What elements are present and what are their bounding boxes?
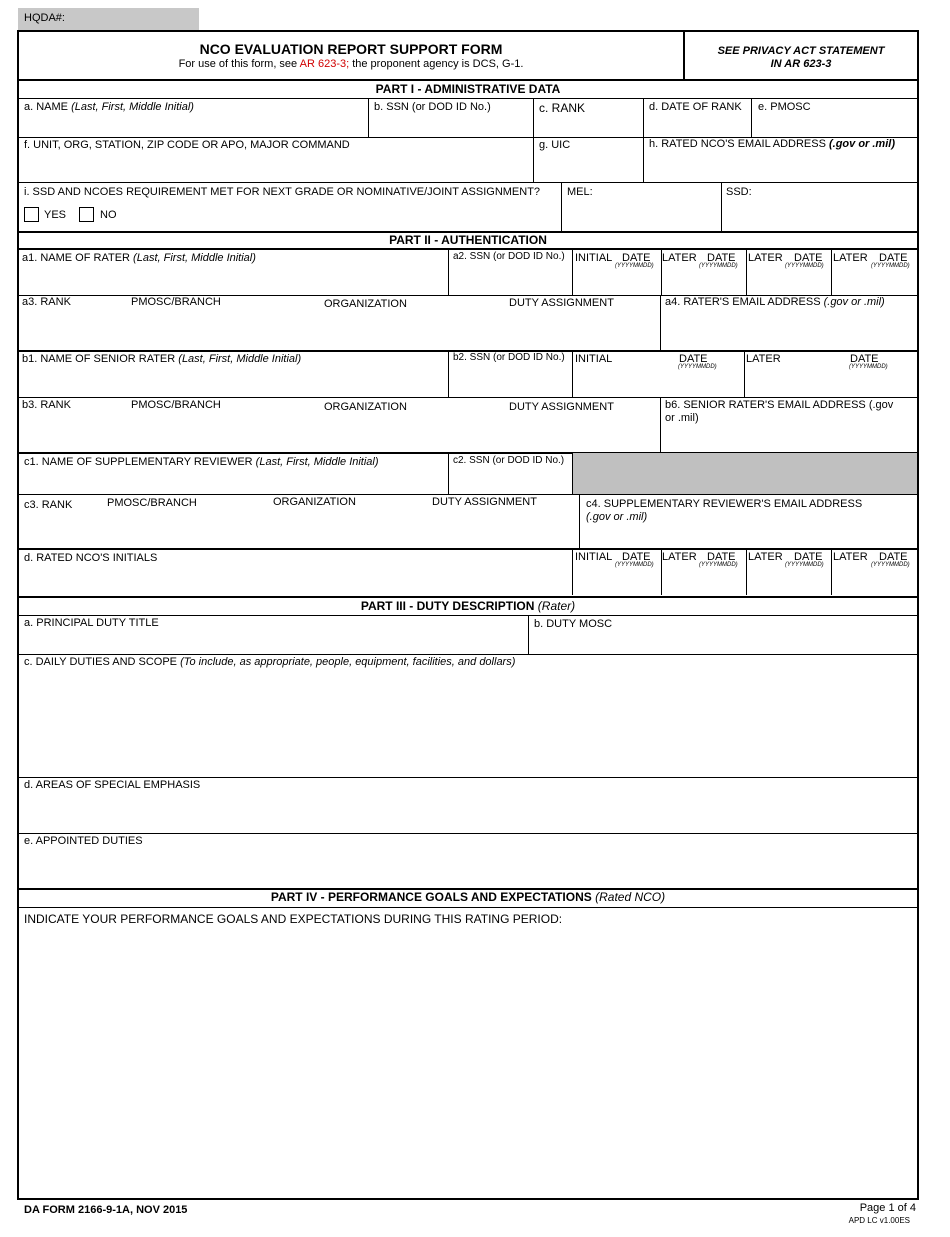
rater-later2-label: LATER xyxy=(748,252,783,264)
no-label: NO xyxy=(100,209,117,221)
appointed-duties-label: e. APPOINTED DUTIES xyxy=(24,835,143,847)
page-number: Page 1 of 4 xyxy=(859,1202,916,1214)
rater-later3-label: LATER xyxy=(833,252,868,264)
date-format-hint: (YYYYMMDD) xyxy=(699,263,738,269)
yes-label: YES xyxy=(44,209,67,221)
rule xyxy=(18,833,918,834)
rule xyxy=(721,182,722,231)
part4-title: PART IV - PERFORMANCE GOALS AND EXPECTATIONS (Rated NCO) xyxy=(270,890,666,904)
ssn-label: b. SSN (or DOD ID No.) xyxy=(374,101,491,113)
name-label: a. NAME (Last, First, Middle Initial) xyxy=(24,101,194,113)
nco-initial-date-label: DATE xyxy=(622,551,651,563)
rule xyxy=(533,98,534,182)
rule xyxy=(18,397,918,398)
rater-rank-org-input[interactable] xyxy=(24,318,654,342)
senior-rater-ssn-input[interactable] xyxy=(453,372,568,392)
date-format-hint: (YYYYMMDD) xyxy=(615,263,654,269)
supplementary-reviewer-rank-org-input[interactable] xyxy=(24,518,574,542)
rater-name-input[interactable] xyxy=(24,270,444,290)
rater-later1-label: LATER xyxy=(662,252,697,264)
part3-title: PART III - DUTY DESCRIPTION (Rater) xyxy=(360,599,576,613)
part2-title: PART II - AUTHENTICATION xyxy=(389,233,547,247)
senior-rater-organization-label: ORGANIZATION xyxy=(324,401,407,413)
senior-rater-later-date-label: DATE xyxy=(850,353,879,365)
rule xyxy=(660,295,661,351)
uic-input[interactable] xyxy=(539,158,639,178)
rule xyxy=(751,98,752,137)
rule xyxy=(18,615,918,616)
nco-later1-label: LATER xyxy=(662,551,697,563)
privacy-statement-line2: IN AR 623-3 xyxy=(770,58,832,70)
supplementary-reviewer-duty-assignment-label: DUTY ASSIGNMENT xyxy=(432,496,537,508)
date-format-hint: (YYYYMMDD) xyxy=(785,562,824,568)
rule xyxy=(18,79,918,81)
rule xyxy=(528,615,529,654)
rater-rank-label: a3. RANK xyxy=(22,296,71,308)
form-title: NCO EVALUATION REPORT SUPPORT FORM xyxy=(199,41,503,57)
senior-rater-name-input[interactable] xyxy=(24,372,444,392)
date-format-hint: (YYYYMMDD) xyxy=(871,562,910,568)
ssd-input[interactable] xyxy=(726,205,914,225)
senior-rater-later-label: LATER xyxy=(746,353,781,365)
daily-duties-label: c. DAILY DUTIES AND SCOPE (To include, as appropriate, people, equipment, facilities, and dollars) xyxy=(24,656,516,668)
senior-rater-pmosc-label: PMOSC/BRANCH xyxy=(131,399,221,411)
rule xyxy=(18,494,918,495)
mel-input[interactable] xyxy=(567,205,717,225)
rated-ssn-input[interactable] xyxy=(374,117,529,135)
rated-nco-initials-label: d. RATED NCO'S INITIALS xyxy=(24,552,158,564)
senior-rater-rank-org-input[interactable] xyxy=(24,422,654,446)
rule xyxy=(18,182,918,183)
principal-duty-title-label: a. PRINCIPAL DUTY TITLE xyxy=(24,617,159,629)
rule xyxy=(18,777,918,778)
rater-ssn-label: a2. SSN (or DOD ID No.) xyxy=(453,251,565,262)
nco-later2-date-label: DATE xyxy=(794,551,823,563)
yes-checkbox[interactable] xyxy=(24,207,39,222)
senior-rater-email-label-line2: or .mil) xyxy=(665,412,699,424)
ssd-label: SSD: xyxy=(726,186,752,198)
performance-goals-input[interactable] xyxy=(24,930,912,1192)
supplementary-reviewer-email-input[interactable] xyxy=(586,526,913,544)
rule xyxy=(448,351,449,397)
pmosc-label: e. PMOSC xyxy=(758,101,811,113)
senior-rater-email-input[interactable] xyxy=(665,428,913,448)
nco-later3-date-label: DATE xyxy=(879,551,908,563)
rater-initial-date-label: DATE xyxy=(622,252,651,264)
privacy-statement-line1: SEE PRIVACY ACT STATEMENT xyxy=(717,45,885,57)
rated-nco-initials-input[interactable] xyxy=(24,570,564,590)
rater-ssn-input[interactable] xyxy=(453,270,568,290)
senior-rater-email-label-line1: b6. SENIOR RATER'S EMAIL ADDRESS (.gov xyxy=(665,399,894,411)
supplementary-reviewer-rank-label: c3. RANK xyxy=(24,499,73,511)
rater-later1-date-label: DATE xyxy=(707,252,736,264)
rank-label: c. RANK xyxy=(539,101,586,115)
duty-mosc-input[interactable] xyxy=(534,634,912,652)
rater-email-label: a4. RATER'S EMAIL ADDRESS (.gov or .mil) xyxy=(665,296,885,308)
supplementary-reviewer-pmosc-label: PMOSC/BRANCH xyxy=(107,497,197,509)
rule xyxy=(18,248,918,250)
supplementary-reviewer-ssn-label: c2. SSN (or DOD ID No.) xyxy=(453,455,565,466)
ssd-ncoes-question: i. SSD AND NCOES REQUIREMENT MET FOR NEXT GRADE OR NOMINATIVE/JOINT ASSIGNMENT? xyxy=(24,186,541,198)
rated-name-input[interactable] xyxy=(24,117,364,135)
rule xyxy=(18,596,918,598)
no-checkbox[interactable] xyxy=(79,207,94,222)
shaded-block xyxy=(573,453,917,494)
rule xyxy=(572,549,573,595)
rule xyxy=(831,549,832,595)
rated-email-input[interactable] xyxy=(649,158,913,178)
principal-duty-title-input[interactable] xyxy=(24,634,524,652)
unit-input[interactable] xyxy=(24,158,529,178)
rule xyxy=(368,98,369,137)
senior-rater-name-label: b1. NAME OF SENIOR RATER (Last, First, Middle Initial) xyxy=(22,353,302,365)
duty-mosc-label: b. DUTY MOSC xyxy=(534,618,613,630)
rule xyxy=(448,453,449,494)
rule xyxy=(744,351,745,397)
senior-rater-initial-label: INITIAL xyxy=(575,353,613,365)
part1-title: PART I - ADMINISTRATIVE DATA xyxy=(375,82,561,96)
senior-rater-duty-assignment-label: DUTY ASSIGNMENT xyxy=(509,401,614,413)
unit-label: f. UNIT, ORG, STATION, ZIP CODE OR APO, MAJOR COMMAND xyxy=(24,139,350,151)
rule xyxy=(561,182,562,231)
rater-initial-label: INITIAL xyxy=(575,252,613,264)
nco-later3-label: LATER xyxy=(833,551,868,563)
rater-email-input[interactable] xyxy=(665,318,913,342)
performance-goals-instruction: INDICATE YOUR PERFORMANCE GOALS AND EXPECTATIONS DURING THIS RATING PERIOD: xyxy=(24,912,563,926)
form-subtitle: For use of this form, see AR 623-3; the proponent agency is DCS, G-1. xyxy=(178,58,524,70)
date-format-hint: (YYYYMMDD) xyxy=(678,364,717,370)
pmosc-input[interactable] xyxy=(758,117,913,135)
rater-later2-date-label: DATE xyxy=(794,252,823,264)
rater-pmosc-label: PMOSC/BRANCH xyxy=(131,296,221,308)
rated-rank-input[interactable] xyxy=(539,117,639,135)
rule xyxy=(643,98,644,182)
senior-rater-ssn-label: b2. SSN (or DOD ID No.) xyxy=(453,352,565,363)
supplementary-reviewer-name-label: c1. NAME OF SUPPLEMENTARY REVIEWER (Last, First, Middle Initial) xyxy=(24,456,379,468)
date-of-rank-label: d. DATE OF RANK xyxy=(649,101,742,113)
ar-623-3-link[interactable]: AR 623-3; xyxy=(299,58,350,70)
nco-later2-label: LATER xyxy=(748,551,783,563)
date-format-hint: (YYYYMMDD) xyxy=(699,562,738,568)
hqda-label: HQDA#: xyxy=(24,12,65,24)
rule xyxy=(18,548,918,550)
rule xyxy=(18,907,918,908)
date-format-hint: (YYYYMMDD) xyxy=(615,562,654,568)
uic-label: g. UIC xyxy=(539,139,571,151)
supplementary-reviewer-name-input[interactable] xyxy=(24,474,444,492)
date-format-hint: (YYYYMMDD) xyxy=(871,263,910,269)
rule xyxy=(746,249,747,295)
rule xyxy=(831,249,832,295)
rule xyxy=(572,351,573,397)
rated-email-label: h. RATED NCO'S EMAIL ADDRESS (.gov or .mil) xyxy=(649,138,895,150)
rule xyxy=(572,249,573,295)
senior-rater-rank-label: b3. RANK xyxy=(22,399,71,411)
senior-rater-initial-date-label: DATE xyxy=(679,353,708,365)
rater-name-label: a1. NAME OF RATER (Last, First, Middle Initial) xyxy=(22,252,256,264)
rater-duty-assignment-label: DUTY ASSIGNMENT xyxy=(509,297,614,309)
rule xyxy=(660,397,661,452)
daily-duties-input[interactable] xyxy=(24,672,912,772)
special-emphasis-input[interactable] xyxy=(24,795,912,829)
rule xyxy=(579,494,580,548)
form-number: DA FORM 2166-9-1A, NOV 2015 xyxy=(24,1204,188,1216)
special-emphasis-label: d. AREAS OF SPECIAL EMPHASIS xyxy=(24,779,201,791)
rule xyxy=(448,249,449,295)
version-label: APD LC v1.00ES xyxy=(848,1216,910,1225)
supplementary-reviewer-email-label: c4. SUPPLEMENTARY REVIEWER'S EMAIL ADDRESS xyxy=(586,498,863,510)
supplementary-reviewer-organization-label: ORGANIZATION xyxy=(273,496,356,508)
rule xyxy=(746,549,747,595)
rater-later3-date-label: DATE xyxy=(879,252,908,264)
supplementary-reviewer-email-hint: (.gov or .mil) xyxy=(586,511,648,523)
rule xyxy=(18,654,918,655)
nco-initial-label: INITIAL xyxy=(575,551,613,563)
rater-organization-label: ORGANIZATION xyxy=(324,298,407,310)
supplementary-reviewer-ssn-input[interactable] xyxy=(453,474,568,492)
rule xyxy=(18,98,918,99)
date-format-hint: (YYYYMMDD) xyxy=(785,263,824,269)
date-of-rank-input[interactable] xyxy=(649,117,749,135)
date-format-hint: (YYYYMMDD) xyxy=(849,364,888,370)
hqda-number-field[interactable] xyxy=(18,8,199,30)
nco-later1-date-label: DATE xyxy=(707,551,736,563)
appointed-duties-input[interactable] xyxy=(24,851,912,885)
mel-label: MEL: xyxy=(567,186,593,198)
